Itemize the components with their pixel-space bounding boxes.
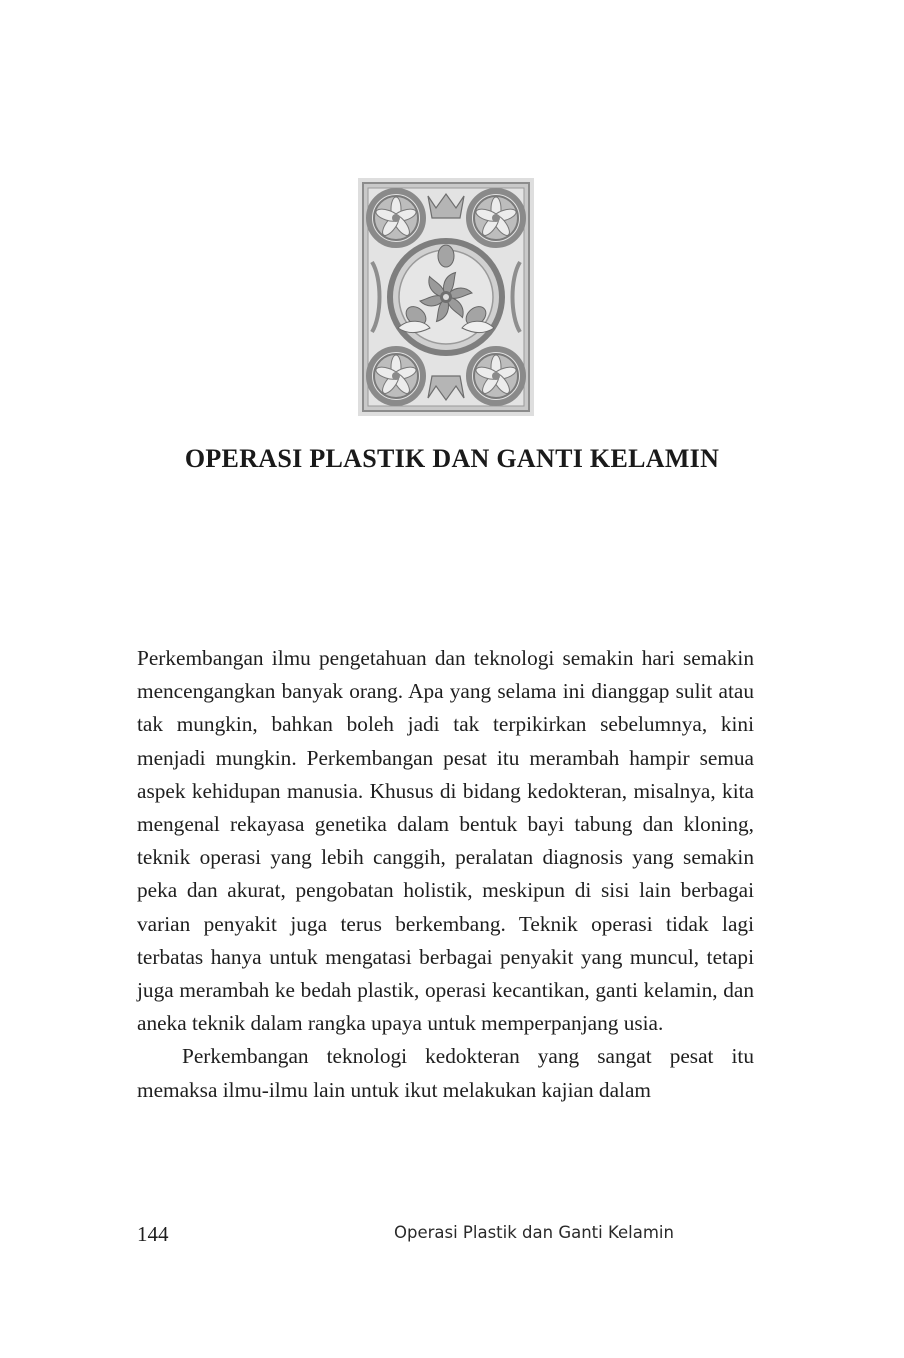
page-number: 144 bbox=[137, 1222, 169, 1246]
running-title: Operasi Plastik dan Ganti Kelamin bbox=[394, 1223, 674, 1242]
floral-ornament-icon bbox=[358, 178, 534, 416]
body-text bbox=[137, 642, 754, 1107]
paragraph: Perkembangan ilmu pengetahuan dan teknologi semakin hari semakin mencengangkan banyak orang. Apa yang selama ini dianggap sulit atau tak mungkin, bahkan boleh jadi tak terpikirkan sebelumnya, kini menjadi mungkin. Perkembangan pesat itu merambah hampir semua aspek kehidupan manusia. Khusus di bidang kedokteran, misalnya, kita mengenal rekayasa genetika dalam bentuk bayi tabung dan kloning, teknik operasi yang lebih canggih, peralatan diagnosis yang semakin peka dan akurat, pengobatan holistik, meskipun di sisi lain berbagai varian penyakit juga terus berkembang. Teknik operasi tidak lagi terbatas hanya untuk mengatasi berbagai penyakit yang muncul, tetapi juga merambah ke bedah plastik, operasi kecantikan, ganti kelamin, dan aneka teknik dalam rangka upaya untuk memperpanjang usia. bbox=[137, 646, 754, 1036]
paragraph: Perkembangan teknologi kedokteran yang sangat pesat itu memaksa ilmu-ilmu lain untuk ikut melakukan kajian dalam bbox=[137, 1044, 754, 1102]
chapter-title: OPERASI PLASTIK DAN GANTI KELAMIN bbox=[184, 444, 720, 473]
